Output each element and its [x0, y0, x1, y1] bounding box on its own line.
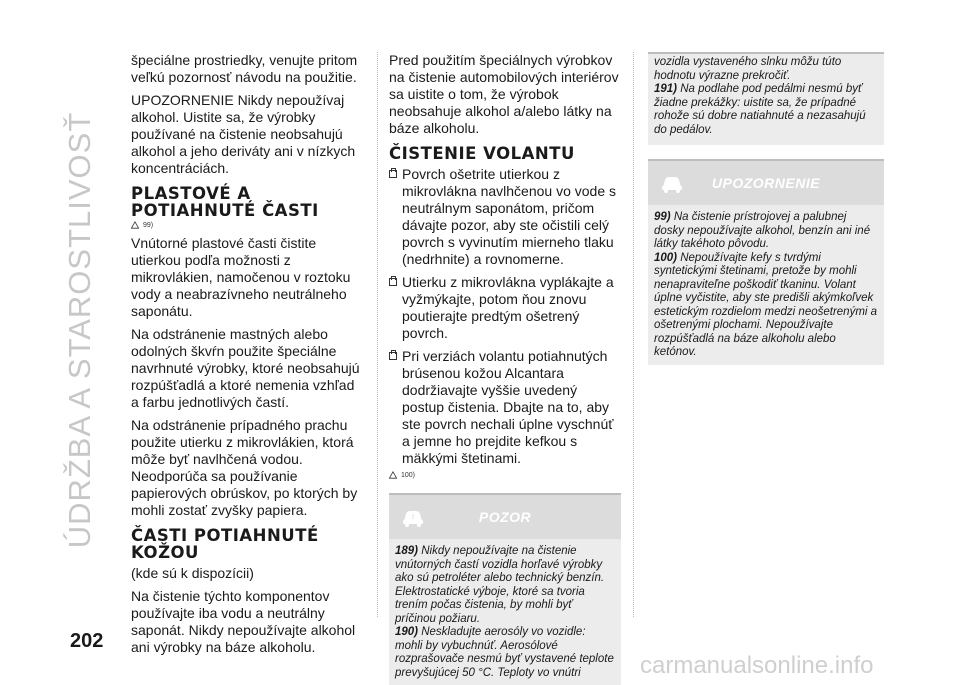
section-heading-plastic: PLASTOVÉ A POTIAHNUTÉ ČASTI — [131, 184, 319, 220]
paragraph: (kde sú k dispozícii) — [131, 565, 254, 581]
warning-continued-text: vozidla vystaveného slnku môžu túto hodnotu výrazne prekročiť. — [654, 56, 842, 82]
paragraph: Vnútorné plastové časti čistite utierkou podľa možnosti z mikrovlákien, namočenou v roztoku vody a neabrazívneho neutrálneho saponátu. — [131, 235, 351, 319]
warning-item: 189) Nikdy nepoužívajte na čistenie vnútorných častí vozidla horľavé výrobky ako sú petroléter alebo technický benzín. Elektrostatické výboje, ktoré sa tvoria trením počas čistenia, by mohli byť príčinou požiaru. — [395, 545, 605, 625]
note-box-header — [648, 161, 884, 205]
bullet-icon — [389, 352, 397, 360]
paragraph: špeciálne prostriedky, venujte pritom veľkú pozornosť návodu na použitie. — [131, 52, 358, 85]
paragraph: UPOZORNENIE Nikdy nepoužívaj alkohol. Uistite sa, že výrobky používané na čistenie neobsahujú alkohol a jeho deriváty ani v nízkych koncentráciách. — [131, 92, 356, 176]
watermark-text: carmanualsonline.info — [640, 652, 874, 679]
note-box-title: UPOZORNENIE — [711, 175, 821, 191]
page-number: 202 — [70, 630, 104, 652]
warning-box-header — [389, 495, 621, 539]
bullet-item: Povrch ošetrite utierkou z mikrovlákna navlhčenou vo vode s neutrálnym saponátom, pričom dávajte pozor, aby ste očistili celý povrch s vyvinutím mierneho tlaku (nedrhnite) a rovnomerne. — [389, 166, 621, 268]
section-heading-leather: ČASTI POTIAHNUTÉ KOŽOU — [131, 526, 319, 562]
warning-box-title: POZOR — [478, 509, 532, 525]
svg-text:!: ! — [411, 514, 415, 521]
note-item: 99) Na čistenie prístrojovej a palubnej dosky nepoužívajte alkohol, benzín ani iné látky takéhoto pôvodu. — [654, 211, 871, 250]
warning-box-continued — [648, 52, 884, 145]
bullet-icon — [389, 278, 397, 286]
warning-item: 191) Na podlahe pod pedálmi nesmú byť žiadne prekážky: uistite sa, že prípadné rohože sú dobre natiahnuté a nezasahujú do pedálov. — [654, 83, 866, 136]
reference-mark: 99) — [131, 221, 366, 229]
bullet-icon — [389, 170, 397, 178]
warning-box — [389, 493, 621, 685]
paragraph: Na odstránenie mastných alebo odolných škvŕn použite špeciálne navrhnuté výrobky, ktoré neobsahujú rozpúšťadlá a ktoré nemenia vzhľad a farbu jednotlivých častí. — [131, 326, 360, 410]
column-1 — [131, 52, 366, 662]
paragraph: Na odstránenie prípadného prachu použite utierku z mikrovlákien, ktorá môže byť navlhčená vodou. Neodporúča sa používanie papierových obrúskov, po ktorých by mohli zostať zvyšky papiera. — [131, 417, 358, 518]
note-box — [648, 159, 884, 365]
column-divider-1 — [377, 52, 379, 617]
paragraph: Pred použitím špeciálnych výrobkov na čistenie automobilových interiérov sa uistite o tom, že výrobok neobsahuje alkohol a/alebo látky na báze alkoholu. — [389, 52, 619, 136]
triangle-ref-icon — [389, 471, 397, 479]
note-item: 100) Nepoužívajte kefy s tvrdými syntetickými štetinami, pretože by mohli nenapraviteľne poškodiť tkaninu. Volant úplne vyčistite, aby ste predišli akýmkoľvek estetickým rozdielom medzi neošetrenými a ošetrenými plochami. Nepoužívajte rozpúšťadlá na báze alkoholu alebo ketónov. — [654, 251, 878, 358]
bullet-item: Pri verziách volantu potiahnutých brúsenou kožou Alcantara dodržiavajte vyššie uvedený postup čistenia. Dbajte na to, aby ste povrch nechali úplne vyschnúť a jemne ho prejdite kefkou s mäkkými štetinami. — [389, 348, 621, 467]
warning-item: 190) Neskladujte aerosóly vo vozidle: mohli by vybuchnúť. Aerosólové rozprašovače nesmú byť vystavené teplote prevyšujúcej 50 °C. Teploty vo vnútri — [395, 626, 614, 679]
triangle-ref-icon — [131, 221, 139, 229]
paragraph: Na čistenie týchto komponentov používajte iba vodu a neutrálny saponát. Nikdy nepoužívajte alkohol ani výrobky na báze alkoholu. — [131, 588, 356, 655]
section-heading-steering: ČISTENIE VOLANTU — [389, 144, 575, 163]
column-3 — [648, 52, 884, 365]
side-chapter-title-text: ÚDRŽBA A STAROSTLIVOSŤ — [62, 111, 97, 549]
column-2 — [389, 52, 621, 685]
column-divider-2 — [633, 52, 635, 617]
bullet-item: Utierku z mikrovlákna vyplákajte a vyžmýkajte, potom ňou znovu poutierajte predtým ošetrený povrch. — [389, 274, 621, 342]
reference-mark: 100) — [389, 471, 621, 479]
